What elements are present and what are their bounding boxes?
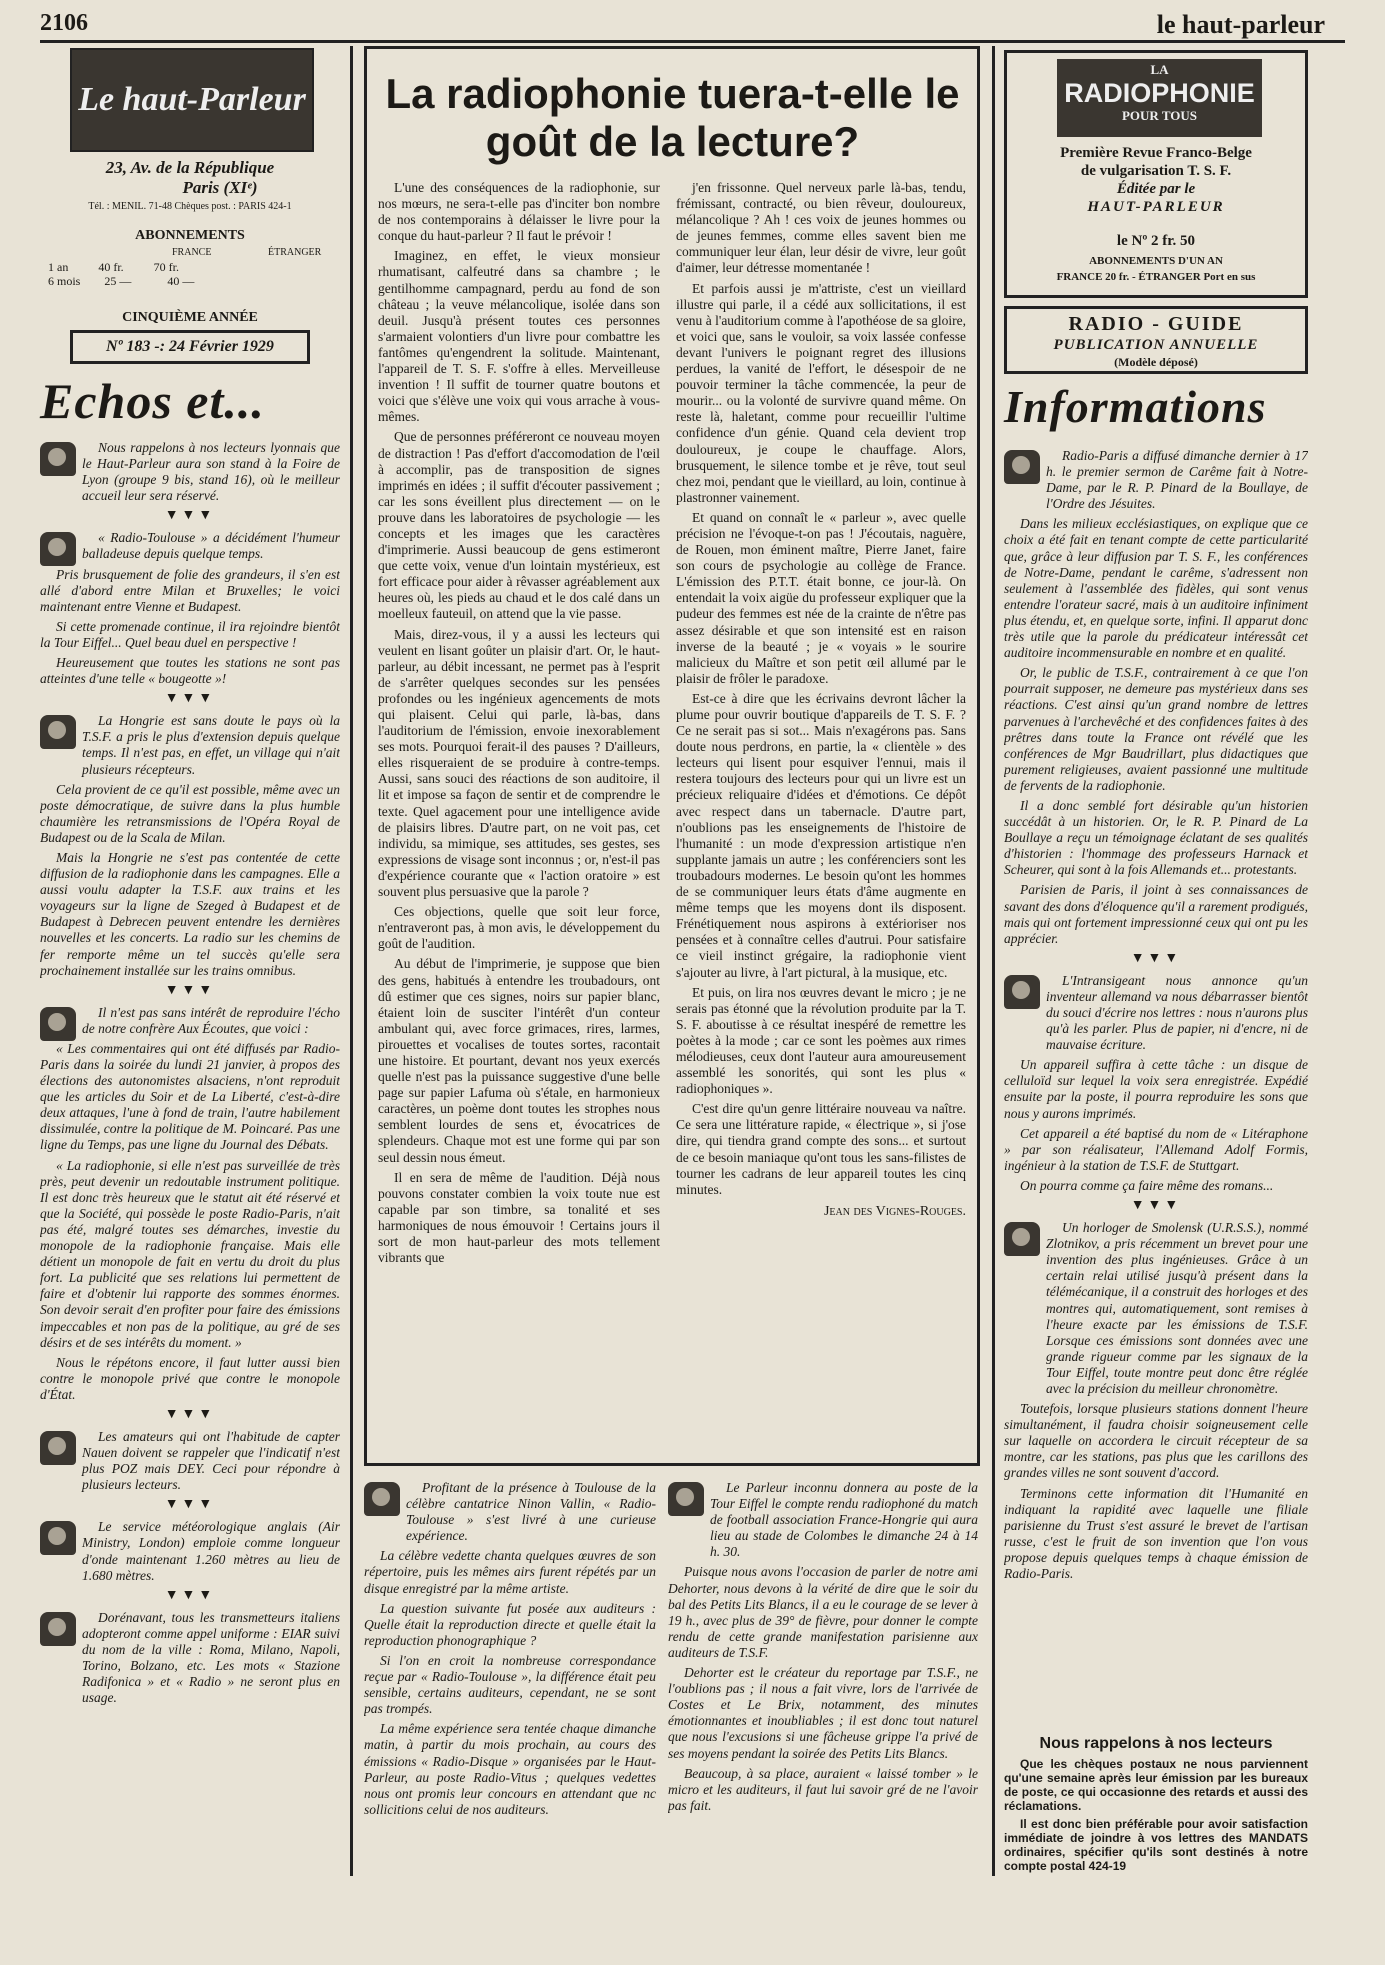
echo-item: « Radio-Toulouse » a décidément l'humeur balladeuse depuis quelque temps. xyxy=(40,530,340,562)
microphone-icon xyxy=(40,532,76,566)
informations-column: Radio-Paris a diffusé dimanche dernier à 17 h. le premier sermon de Carême fait à Notre-Dame, par le R. P. Pinard de la Boullaye, de l'Ordre des Jésuites. Dans les milieux ecclésiastiques, on explique que ce choix a été fait en tenant compte de cette particularité que, grâce à leur diffusion par T. S. F., les conférences de Notre-Dame, pendant le carême, s'adressent non seulement à l'assemblée des fidèles, qui sont venus entendre l'orateur sacré, mais à un auditoire infiniment plus étendu, et, en quelque sorte, infini. Il apparut donc très utile que la parole du prédicateur intéressât cet auditoire incommensurable en nombre et en qualité. Or, le public de T.S.F., contrairement à ce que l'on pourrait supposer, ne demeure pas mystérieux dans ses réactions. C'est ainsi qu'un grand nombre de lettres parvenues à l'archevêché et des confidences faites à des prêtres dans toute la France ont révélé que les conférences de Mgr Baudrillart, plus didactiques que purement religieuses, avaient passionné une multitude de fervents de la radiophonie. Il a donc semblé fort désirable qu'un historien succédât à un historien. Or, le R. P. Pinard de La Boullaye a reçu un témoignage éclatant de ses qualités d'historien : l'hommage des professeurs Harnack et Scheurer, qui sont à la fois Allemands et... protestants. Parisien de Paris, il joint à ses connaissances de savant des dons d'éloquence qu'il a rarement prodigués, mais qui ont fortement impressionné ceux qui ont pu les apprécier. ▼▼▼ L'Intransigeant nous annonce qu'un inventeur allemand va nous débarrasser bientôt du souci d'écrire nos lettres : nous n'aurons plus qu'à les parler. Plus de papier, ni d'encre, ni de mauvaise écriture. Un appareil suffira à cette tâche : un disque de celluloïd sur lequel la voix sera enregistrée. Expédié ensuite par la poste, il pourra reproduire les sons que nous y aurons imprimés. Cet appareil a été baptisé du nom de « Litéraphone » par son réalisateur, l'Allemand Adolf Formis, ingénieur à la station de T.S.F. de Stuttgart. On pourra comme ça faire même des romans... ▼▼▼ Un horloger de Smolensk (U.R.S.S.), nommé Zlotnikov, a pris récemment un brevet pour une invention des plus ingénieuses. Grâce à un certain relai utilisé jusqu'à présent dans la télémécanique, il a construit des horloges et des montres qui, automatiquement, sont remises à l'heure exacte par les émissions de T.S.F. Lorsque ces émissions sont données avec une grande rigueur comme par les signaux de la Tour Eiffel, toute montre peut donc être réglée avec la précision du meilleur chronomètre. Toutefois, lorsque plusieurs stations donnent l'heure simultanément, il faudra choisir soigneusement celle sur laquelle on accordera le circuit récepteur de sa montre, car les stations, pas plus que les carillons des grandes villes ne sont souvent d'accord. Terminons cette information dit l'Humanité en indiquant la rapidité avec laquelle une filiale parisienne du Trust s'est assuré le brevet de l'artisan russe, c'est le fruit de son invention que l'on vous propose depuis quelques temps à chaque émission de Radio-Paris. xyxy=(1004,448,1308,1581)
ad-line: Première Revue Franco-Belge xyxy=(1060,145,1252,161)
masthead-logo: Le haut-Parleur xyxy=(70,48,314,152)
ornament: ▼▼▼ xyxy=(164,1587,216,1603)
microphone-icon xyxy=(668,1482,704,1516)
radio-guide-box xyxy=(1004,306,1308,374)
info-item: L'Intransigeant nous annonce qu'un inventeur allemand va nous débarrasser bientôt du souci d'écrire nos lettres : nous n'aurons plus qu'à les parler. Plus de papier, ni d'encre, ni de mauvaise écriture. xyxy=(1004,973,1308,1053)
ornament: ▼▼▼ xyxy=(164,691,216,707)
issue-box: Nº 183 -: 24 Février 1929 xyxy=(70,330,310,364)
echo-item: Nous rappelons à nos lecteurs lyonnais que le Haut-Parleur aura son stand à la Foire de Lyon (groupe 9 bis, stand 16), où le meilleur accueil leur sera réservé. xyxy=(40,440,340,504)
notice-box xyxy=(1004,1735,1308,1885)
microphone-icon xyxy=(40,1431,76,1465)
ornament: ▼▼▼ xyxy=(164,1406,216,1422)
microphone-icon xyxy=(1004,975,1040,1009)
ad-subs-detail: FRANCE 20 fr. - ÉTRANGER Port en sus xyxy=(1056,271,1256,283)
echo-item: Il n'est pas sans intérêt de reproduire l'écho de notre confrère Aux Écoutes, que voici : xyxy=(40,1005,340,1037)
ad-line: de vulgarisation T. S. F. xyxy=(1080,163,1232,179)
masthead xyxy=(40,48,340,366)
microphone-icon xyxy=(364,1482,400,1516)
telephone: Tél. : MENIL. 71-48 Chèques post. : PARIS 424-1 xyxy=(88,201,292,212)
microphone-icon xyxy=(40,1007,76,1041)
radio-guide-note: (Modèle déposé) xyxy=(1114,355,1198,369)
echo-paragraph: « Les commentaires qui ont été diffusés par Radio-Paris dans la soirée du lundi 21 janvier, à propos des élections des autonomistes alsaciens, n'ont reproduit que les articles du Soir et de La Liberté, c'est-à-dire deux attaques, l'une à fond de train, l'autre habilement dissimulée, contre la politique de M. Poincaré. Pas une ligne du Temps, pas une ligne du Journal des Débats. xyxy=(40,1040,340,1153)
notice-paragraph: Que les chèques postaux ne nous parviennent qu'une semaine après leur émission par les bureaux de poste, ce qui occasionne des retards et aussi des réclamations. xyxy=(1004,1757,1308,1813)
microphone-icon xyxy=(40,1612,76,1646)
radiophonie-logo: LA RADIOPHONIE POUR TOUS xyxy=(1057,59,1262,137)
info-item: Radio-Paris a diffusé dimanche dernier à 17 h. le premier sermon de Carême fait à Notre-Dame, par le R. P. Pinard de la Boullaye, de l'Ordre des Jésuites. xyxy=(1004,448,1308,512)
radio-guide-subtitle: PUBLICATION ANNUELLE xyxy=(1053,337,1259,353)
microphone-icon xyxy=(40,715,76,749)
news-radio-toulouse: Profitant de la présence à Toulouse de la célèbre cantatrice Ninon Vallin, « Radio-Toulouse » s'est livré à une curieuse expérience. La célèbre vedette chanta quelques œuvres de son répertoire, puis les mêmes airs furent répétés par un disque enregistré par la même artiste. La question suivante fut posée aux auditeurs : Quelle était la reproduction directe et quelle était la reproduction phonographique ? Si l'on en croit la nombreuse correspondance reçue par « Radio-Toulouse », la différence était peu sensible, certains auditeurs, cependant, ne se sont pas trompés. La même expérience sera tentée chaque dimanche matin, à partir du mois prochain, au cours des émissions « Radio-Disque » organisées par le Haut-Parleur, au poste Radio-Vitus ; quelques vedettes nous ont promis leur concours en attendant que nc sollicitions celui de nos auditeurs. xyxy=(364,1480,656,1817)
subscriptions-title: ABONNEMENTS xyxy=(135,228,245,243)
ornament: ▼▼▼ xyxy=(164,1497,216,1513)
echos-heading: Echos et... xyxy=(40,373,265,429)
col-etranger: ÉTRANGER xyxy=(268,247,322,258)
microphone-icon xyxy=(40,442,76,476)
ad-line: Éditée par le xyxy=(1116,181,1196,197)
running-title: le haut-parleur xyxy=(1156,10,1325,39)
notice-title: Nous rappelons à nos lecteurs xyxy=(1039,1735,1273,1752)
ornament: ▼▼▼ xyxy=(1130,1198,1182,1214)
echo-paragraph: Cela provient de ce qu'il est possible, même avec un poste démocratique, de suivre dans la plus humble chaumière les retransmissions de l'Opéra Royal de Budapest ou de la Scala de Milan. xyxy=(40,781,340,845)
article-title: La radiophonie tuera-t-elle le goût de la lecture? xyxy=(385,70,960,165)
echo-paragraph: Pris brusquement de folie des grandeurs, il s'en est allé d'abord entre Milan et Bruxelles; le voici maintenant entre Vienne et Budapest. xyxy=(40,566,340,614)
echos-column xyxy=(40,440,340,1840)
echo-item: La Hongrie est sans doute le pays où la T.S.F. a pris le plus d'extension depuis quelque temps. Il n'est pas, en effet, un village qui n'ait plusieurs récepteurs. xyxy=(40,713,340,777)
info-item: Un horloger de Smolensk (U.R.S.S.), nommé Zlotnikov, a pris récemment un brevet pour une invention des plus ingénieuses. Grâce à un certain relai utilisé jusqu'à présent dans la télémécanique, il a construit des horloges et des montres qui, automatiquement, sont remises à l'heure exacte par les émissions de T.S.F. Lorsque ces émissions sont données avec une grande rigueur comme par les signaux de la Tour Eiffel, toute montre peut donc être réglée avec la précision du meilleur chronomètre. xyxy=(1004,1220,1308,1397)
page-number: 2106 xyxy=(40,10,88,36)
microphone-icon xyxy=(40,1521,76,1555)
echo-paragraph: « La radiophonie, si elle n'est pas surveillée de très près, peut devenir un redoutable instrument politique. Il est donc très heureux que le statut ait été réservé et que la Société, qui possède le poste Radio-Paris, n'ait pas été, malgré toutes ses démarches, investie du monopole de la radiophonie française. Mais elle détient un monopole de fait en vertu du droit du plus fort. La publicité que ses relations lui permettent de faire et d'obtenir lui rapporte des sommes énormes. Son devoir serait d'en profiter pour faire des émissions impeccables et non pas de la politique, au gré de ses désirs et de ses intérêts du moment. » xyxy=(40,1157,340,1350)
echo-item: Dorénavant, tous les transmetteurs italiens adopteront comme appel uniforme : EIAR suivi du nom de la ville : Roma, Milano, Napoli, Torino, Bolzano, etc. Les mots « Stazione Radifonica » et « Radio » ne seront plus en usage. xyxy=(40,1610,340,1707)
year-label: CINQUIÈME ANNÉE xyxy=(122,310,258,325)
echo-paragraph: Si cette promenade continue, il ira rejoindre bientôt la Tour Eiffel... Quel beau duel en perspective ! xyxy=(40,618,340,650)
city: Paris (XIᵉ) xyxy=(182,178,258,197)
radiophonie-ad xyxy=(1004,50,1308,298)
news-parleur-inconnu: Le Parleur inconnu donnera au poste de la Tour Eiffel le compte rendu radiophoné du match de football association France-Hongrie qui aura lieu au stade de Colombes le dimanche 24 à 14 h. 30. Puisque nous avons l'occasion de parler de notre ami Dehorter, nous devons à la vérité de dire que le soir du bal des Petits Lits Blancs, il a eu le courage de se lever à 19 h., avec plus de 39° de fièvre, pour donner le compte rendu de cette grande manifestation parisienne aux auditeurs de T.S.F. Dehorter est le créateur du reportage par T.S.F., ne l'oublions pas ; il nous a fait vivre, lors de l'arrivée de Costes et Le Brix, notamment, des minutes émotionnantes et inoubliables ; il est donc tout naturel que nous l'excusions si une fâcheuse grippe l'a privé de ses moyens pendant la soirée des Petits Lits Blancs. Beaucoup, à sa place, auraient « laissé tomber » le micro et les auditeurs, il faut lui savoir gré de ne l'avoir pas fait. xyxy=(668,1480,978,1813)
ornament: ▼▼▼ xyxy=(164,982,216,998)
news-item: Le Parleur inconnu donnera au poste de la Tour Eiffel le compte rendu radiophoné du match de football association France-Hongrie qui aura lieu au stade de Colombes le dimanche 24 à 14 h. 30. xyxy=(668,1480,978,1560)
subscription-row: 1 an 40 fr. 70 fr. xyxy=(48,260,179,274)
article-signature: Jean des Vignes-Rouges. xyxy=(823,1203,966,1219)
microphone-icon xyxy=(1004,450,1040,484)
radio-guide-title: RADIO - GUIDE xyxy=(1068,313,1244,335)
subscription-row: 6 mois 25 — 40 — xyxy=(48,274,195,288)
informations-heading: Informations xyxy=(1004,381,1267,432)
echo-paragraph: Nous le répétons encore, il faut lutter aussi bien contre le monopole privé que contre le monopole d'État. xyxy=(40,1354,340,1402)
microphone-icon xyxy=(1004,1222,1040,1256)
echo-item: Les amateurs qui ont l'habitude de capter Nauen doivent se rappeler que l'indicatif n'est plus POZ mais DEY. Ceci pour répondre à plusieurs lecteurs. xyxy=(40,1429,340,1493)
article-column-1: L'une des conséquences de la radiophonie, sur nos mœurs, ne sera-t-elle pas d'inciter bon nombre de nos contemporains à délaisser le livre pour la conque du haut-parleur ? Il faut le prévoir ! Imaginez, en effet, le vieux monsieur rhumatisant, calfeutré dans sa chambre ; le gentilhomme campagnard, perdu au fond de son château ; la veuve mélancolique, isolée dans son deuil. Jusqu'à présent toutes ces personnes s'armaient volontiers d'un livre pour combattre les fantômes qu'engendrent la solitude. Maintenant, l'appareil de T. S. F. s'offre à elles. Merveilleuse invention ! Il suffit de tourner quatre boutons et voici que s'élève une voix qui vous arrache à vous-mêmes. Que de personnes préféreront ce nouveau moyen de distraction ! Pas d'effort d'accomodation de l'œil à accomplir, pas de transposition de signes imprimés en idées ; il suffit d'écouter passivement ; car les sons éveillent plus directement — on le prouve dans les laboratoires de psychologie — les concepts et les images que les caractères d'imprimerie. Aussi beaucoup de gens estimeront que cette voix, venue d'un lointain mystérieux, est fort efficace pour aider à rêvasser agréablement aux heures où, les pieds au chaud et le dos calé dans un moelleux fauteuil, on attend que la vie passe. Mais, direz-vous, il y a aussi les lecteurs qui veulent en lisant goûter un plaisir d'art. Or, le haut-parleur, au débit incessant, ne permet pas à l'esprit de s'arrêter quelques secondes sur les pensées profondes ou les ingénieux agencements de mots qui plaisent. Celui qui parle, là-bas, dans l'auditorium de l'émission, envoie inexorablement ses mots. Pourquoi ferait-il des pauses ? D'ailleurs, elles risqueraient de se produire à contre-temps. Aussi, sans souci des réactions de son auditoire, il lit et impose sa façon de sentir et de comprendre le texte. Quel agacement pour une intelligence avide de plaisirs libres. D'autre part, on ne voit pas, cet individu, sa mimique, ses attitudes, ses gestes, ses expressions de visage sont inconnus ; or, n'est-il pas d'expérience courante que « l'action oratoire » est souvent plus persuasive que la parole ? Ces objections, quelle que soit leur force, n'entraveront pas, à mon avis, le développement du goût de l'audition. Au début de l'imprimerie, je suppose que bien des gens, habitués à entendre les troubadours, ont dû estimer que ces signes, noirs sur papier blanc, étaient loin de susciter l'intérêt d'un conteur ambulant qui, avec force grimaces, rires, larmes, pirouettes et vocalises de toutes sortes, racontait une histoire. Et pourtant, devant nos yeux exercés quelle n'est pas la puissance suggestive d'une belle page sur papier Lafuma où s'étale, en harmonieux caractères, un poème dont toutes les strophes nous semblent lourdes de sens et, évocatrices de splendeurs. Chaque mot est une forme qui par son seul dessin nous émeut. Il en sera de même de l'audition. Déjà nous pouvons constater combien la voix toute nue est capable par son timbre, sa tonalité et ses harmoniques de nous émouvoir ! Certains jours il sort de mon haut-parleur des mots tellement vibrants que xyxy=(378,180,660,1266)
echo-paragraph: Mais la Hongrie ne s'est pas contentée de cette diffusion de la radiophonie dans les campagnes. Elle a aussi voulu adapter la T.S.F. aux trains et les voyageurs sur la ligne de Szeged à Budapest et de Budapest à Debrecen peuvent entendre les dernières nouvelles et les concerts. La radio sur les chemins de fer remporte même un tel succès qu'elle sera prochainement installée sur les trains omnibus. xyxy=(40,849,340,978)
ornament: ▼▼▼ xyxy=(1130,950,1182,966)
echo-paragraph: Heureusement que toutes les stations ne sont pas atteintes d'une telle « bougeotte »! xyxy=(40,655,340,687)
ad-subs: ABONNEMENTS D'UN AN xyxy=(1089,255,1223,267)
page-header xyxy=(40,8,1345,43)
column-rule xyxy=(350,46,353,1876)
echo-item: Le service météorologique anglais (Air Ministry, London) emploie comme longueur d'onde maintenant 1.260 mètres au lieu de 1.680 mètres. xyxy=(40,1519,340,1583)
ornament: ▼▼▼ xyxy=(164,508,216,524)
news-item: Profitant de la présence à Toulouse de la célèbre cantatrice Ninon Vallin, « Radio-Toulouse » s'est livré à une curieuse expérience. xyxy=(364,1480,656,1544)
column-rule xyxy=(992,46,995,1876)
ad-price: le Nº 2 fr. 50 xyxy=(1116,233,1196,249)
article-column-2: j'en frissonne. Quel nerveux parle là-bas, tendu, frémissant, contracté, ou bien rêveur, douloureux, mélancolique ? Ah ! ces voix de jeunes hommes ou de jeunes femmes, comme elles savent bien me communiquer leur élan, leur désir de vivre, leur goût d'aimer, leur détresse momentanée ! Et parfois aussi je m'attriste, c'est un vieillard illustre qui parle, il a cédé aux sollicitations, il est venu à l'auditorium comme à l'apothéose de sa gloire, et voici que, sans le vouloir, sa voix lassée confesse devant l'univers le poignant regret des illusions perdues, la vanité de l'effort, le désespoir de ne pouvoir terminer la tâche commencée, la peur de mourir... ou la volonté de survivre quand même. On reste là, haletant, comme pour recueillir l'ultime confidence d'un génie. Quand cela devient trop douloureux, je coupe le chauffage. Alors, brusquement, le silence tombe et je rêve, tout seul chez moi, pendant que le vieillard, au loin, continue à plastronner vainement. Et quand on connaît le « parleur », avec quelle précision ne l'évoque-t-on pas ! J'écoutais, naguère, de Rouen, mon éminent maître, Pierre Janet, faire son cours de psychologie au collège de France. L'émission des P.T.T. était bonne, ce jour-là. On entendait la voix aigüe du professeur expliquer que la pudeur des femmes est née de la crainte de n'être pas assez désirable et que son intensité est en raison inverse de la beauté ; je « voyais » le sourire malicieux du Maître et son petit œil allumé par le plaisir de frôler le paradoxe. Est-ce à dire que les écrivains devront lâcher la plume pour ouvrir boutique d'appareils de T. S. F. ? Ce ne serait pas si sot... Mais n'exagérons pas. Sans doute nous perdrons, en partie, la « clientèle » des lecteurs qui lisent pour esquiver l'ennui, mais il restera toujours des lecteurs pour qui un livre est un précieux reliquaire d'idées et d'émotions. Ce dépôt avec respect dans un tabernacle. D'autre part, n'oublions pas les enseignements de l'histoire de l'humanité : un mode d'expression artistique n'en supplante jamais un autre ; les conférenciers sont les troubadours modernes. Le besoin qu'ont les hommes de se communiquer leurs états d'âme augmente en même temps que les moyens dont ils disposent. Frénétiquement nous aspirons à extérioriser nos pensées et à connaître celles d'autrui. Pour satisfaire ce vieil instinct grégaire, la radiophonie vient s'ajouter au livre, à l'art pictural, à la musique, etc. Et puis, on lira nos œuvres devant le micro ; je ne serais pas étonné que la révolution produite par la T. S. F. aboutisse à ce résultat inespéré de remettre les poètes à la mode ; car ce sont les poèmes aux rimes mélodieuses, ceux dont l'auteur aura amoureusement assemblé les sonorités, qui sont les plus « radiophoniques ». C'est dire qu'un genre littéraire nouveau va naître. Ce sera une littérature rapide, « électrique », si j'ose dire, qui tiendra grand compte des sons... et surtout de ce besoin maniaque qu'ont tous les sans-filistes de tourner les cadrans de leur appareil toutes les cinq minutes. Jean des Vignes-Rouges. xyxy=(676,180,966,1219)
address: 23, Av. de la République xyxy=(105,158,275,177)
col-france: FRANCE xyxy=(172,247,212,258)
notice-paragraph: Il est donc bien préférable pour avoir satisfaction immédiate de joindre à vos lettres des MANDATS ordinaires, spécifier qu'ils sont destinés à notre compte postal 424-19 xyxy=(1004,1817,1308,1873)
ad-line: HAUT-PARLEUR xyxy=(1087,199,1225,215)
